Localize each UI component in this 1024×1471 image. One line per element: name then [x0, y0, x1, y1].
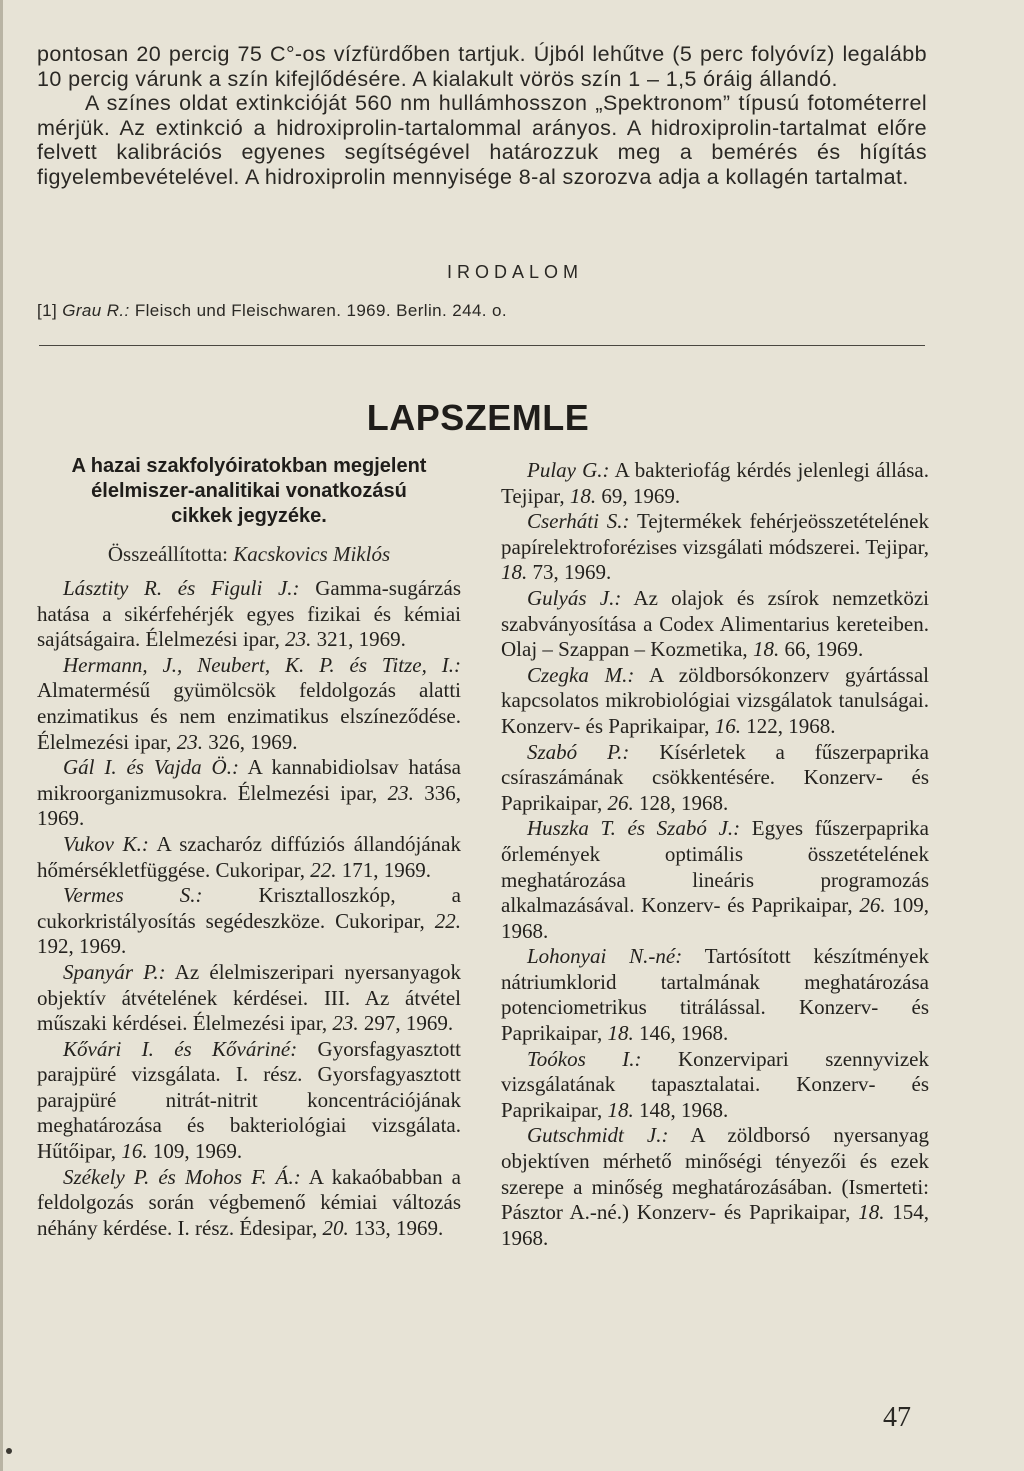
- entry-author: Gutschmidt J.:: [527, 1123, 669, 1148]
- entry-pages-year: 109, 1969.: [152, 1139, 243, 1164]
- reference-author: Grau R.:: [62, 301, 130, 320]
- entry-volume: 22.: [310, 857, 337, 882]
- entry-volume: 18.: [607, 1021, 634, 1046]
- entry-text: Almatermésű gyümölcsök feldolgozás alatti enzimatikus és nem enzimatikus elszíneződése. Élelmezési ipar,: [37, 678, 461, 754]
- divider: [39, 345, 925, 346]
- entry-author: Gulyás J.:: [527, 585, 622, 610]
- intro-paragraph: A színes oldat extinkcióját 560 nm hullámhosszon „Spektronom” típusú fotométerrel mérjük. Az extinkció a hidroxiprolin-tartalommal arányos. A hidroxiprolin-tartalmat előre felvett kalibrációs egyenes segítségével határozzuk meg a bemérés és hígítás figyelembevételével. A hidroxiprolin mennyisége 8-al szorozva adja a kollagén tartalmat.: [37, 91, 927, 189]
- entry-text: A szacharóz diffúziós állandójának hőmérsékletfüggése. Cukoripar,: [37, 831, 461, 882]
- entry-author: Kővári I. és Kőváriné:: [63, 1036, 298, 1061]
- entry-volume: 18.: [752, 637, 780, 662]
- entry-text: Kísérletek a fűszerpaprika csíraszámának csökkentésére. Konzerv- és Paprikaipar,: [501, 739, 929, 815]
- entry-pages-year: 146, 1968.: [638, 1021, 729, 1046]
- entry-volume: 26.: [607, 790, 634, 815]
- list-heading-line: A hazai szakfolyóiratokban megjelent: [71, 455, 427, 477]
- left-column: [37, 576, 461, 1241]
- page-number: 47: [883, 1402, 911, 1433]
- entry-volume: 18.: [569, 483, 597, 508]
- entry-pages-year: 154, 1968.: [501, 1200, 929, 1250]
- bibliography-entry: [501, 816, 929, 944]
- entry-author: Pulay G.:: [527, 458, 610, 482]
- entry-author: Székely P. és Mohos F. Á.:: [63, 1164, 301, 1189]
- entry-author: Cserháti S.:: [527, 509, 630, 534]
- list-heading: [37, 454, 461, 529]
- entry-pages-year: 109, 1968.: [501, 893, 930, 943]
- compiled-by-name: Kacskovics Miklós: [233, 542, 391, 566]
- bibliography-entry: [501, 1047, 929, 1124]
- entry-author: Lohonyai N.-né:: [527, 944, 683, 969]
- entry-volume: 23.: [332, 1011, 359, 1036]
- compiled-by: [37, 542, 461, 567]
- entry-author: Vukov K.:: [63, 831, 149, 856]
- entry-text: Tartósított készítmények nátriumklorid tartalmának meghatározása potenciometrikus titrálással. Konzerv- és Paprikaipar,: [501, 944, 929, 1046]
- entry-pages-year: 321, 1969.: [316, 627, 406, 652]
- entry-text: Gamma-sugárzás hatása a sikérfehérjék egyes fizikai és kémiai sajátságaira. Élelmezési ipar,: [37, 576, 461, 652]
- entry-pages-year: 171, 1969.: [341, 857, 431, 882]
- entry-volume: 22.: [434, 908, 462, 933]
- entry-author: Spanyár P.:: [63, 959, 166, 984]
- bibliography-entry: [37, 1037, 461, 1165]
- bibliography-entry: [501, 586, 929, 663]
- intro-text: [37, 42, 927, 189]
- bibliography-entry: [501, 740, 929, 817]
- entry-volume: 23.: [387, 780, 414, 805]
- entry-pages-year: 133, 1969.: [353, 1215, 444, 1240]
- reference-number: [1]: [37, 301, 58, 320]
- entry-volume: 18.: [501, 560, 528, 585]
- entry-text: Tejtermékek fehérjeösszetételének papírelektroforézises vizsgálati módszerei. Tejipar,: [501, 509, 929, 559]
- entry-text: A kannabidiolsav hatása mikroorganizmusokra. Élelmezési ipar,: [37, 755, 461, 805]
- bibliography-entry: [501, 458, 929, 509]
- entry-author: Czegka M.:: [527, 662, 635, 687]
- entry-pages-year: 336, 1969.: [37, 780, 461, 831]
- list-heading-line: élelmiszer-analitikai vonatkozású: [91, 480, 407, 502]
- entry-pages-year: 69, 1969.: [601, 483, 681, 508]
- entry-pages-year: 192, 1969.: [37, 934, 127, 959]
- compiled-by-label: Összeállította:: [107, 542, 228, 566]
- entry-text: Az élelmiszeripari nyersanyagok objektív átvételének kérdései. III. Az átvétel műszaki kérdései. Élelmezési ipar,: [37, 959, 462, 1036]
- entry-pages-year: 326, 1969.: [208, 729, 298, 754]
- intro-paragraph: pontosan 20 percig 75 C°-os vízfürdőben tartjuk. Újból lehűtve (5 perc folyóvíz) legalább 10 percig várunk a szín kifejlődésére. A kialakult vörös szín 1 – 1,5 óráig állandó.: [37, 42, 927, 91]
- entry-author: Gál I. és Vajda Ö.:: [63, 755, 239, 780]
- bibliography-entry: [501, 1123, 929, 1251]
- entry-text: A kakaóbabban a feldolgozás során végbemenő kémiai változás néhány kérdése. I. rész. Édesipar,: [37, 1164, 461, 1240]
- entry-pages-year: 122, 1968.: [746, 713, 836, 738]
- entry-volume: 16.: [714, 713, 741, 738]
- bibliography-entry: [37, 653, 461, 755]
- references-title: IRODALOM: [446, 262, 583, 282]
- entry-pages-year: 128, 1968.: [638, 790, 729, 815]
- entry-text: Krisztalloszkóp, a cukorkristályosítás segédeszköze. Cukoripar,: [37, 883, 461, 933]
- entry-pages-year: 148, 1968.: [638, 1097, 729, 1122]
- entry-pages-year: 73, 1969.: [532, 560, 612, 585]
- entry-author: Lásztity R. és Figuli J.:: [63, 576, 300, 600]
- bibliography-entry: [37, 832, 461, 883]
- entry-volume: 16.: [121, 1139, 148, 1164]
- entry-author: Hermann, J., Neubert, K. P. és Titze, I.:: [63, 652, 461, 677]
- reference-text: Fleisch und Fleischwaren. 1969. Berlin. 244. o.: [134, 301, 508, 320]
- bibliography-entry: [501, 944, 929, 1046]
- entry-text: A bakteriofág kérdés jelenlegi állása. Tejipar,: [501, 458, 929, 508]
- bibliography-entry: [37, 883, 461, 960]
- print-speck: [6, 1448, 12, 1454]
- entry-text: Az olajok és zsírok nemzetközi szabványosítása a Codex Alimentarius kereteiben. Olaj – Szappan – Kozmetika,: [501, 585, 930, 662]
- bibliography-entry: [37, 960, 461, 1037]
- reference-item: [37, 301, 917, 321]
- entry-text: Konzervipari szennyvizek vizsgálatának tapasztalatai. Konzerv- és Paprikaipar,: [501, 1046, 930, 1122]
- bibliography-entry: [37, 576, 461, 653]
- entry-pages-year: 66, 1969.: [784, 637, 864, 662]
- bibliography-entry: [37, 1165, 461, 1242]
- section-title: LAPSZEMLE: [366, 397, 590, 438]
- bibliography-entry: [37, 755, 461, 832]
- entry-volume: 23.: [285, 627, 312, 652]
- entry-volume: 18.: [858, 1200, 885, 1225]
- entry-author: Huszka T. és Szabó J.:: [527, 816, 741, 841]
- entry-text: Egyes fűszerpaprika őrlemények optimális összetételének meghatározása lineáris programozás alkalmazásával. Konzerv- és Paprikaipar,: [501, 816, 930, 918]
- entry-volume: 20.: [322, 1215, 349, 1240]
- entry-author: Szabó P.:: [527, 739, 630, 764]
- entry-volume: 23.: [176, 729, 203, 754]
- bibliography-entry: [501, 663, 929, 740]
- entry-author: Vermes S.:: [63, 883, 203, 908]
- entry-text: Gyorsfagyasztott parajpüré vizsgálata. I. rész. Gyorsfagyasztott parajpüré nitrát-nitrit koncentrációjának meghatározása és bakteriológiai vizsgálata. Hűtőipar,: [37, 1036, 461, 1164]
- bibliography-entry: [501, 509, 929, 586]
- entry-pages-year: 297, 1969.: [363, 1011, 454, 1036]
- entry-author: Toókos I.:: [527, 1046, 642, 1071]
- entry-text: A zöldborsó nyersanyag objektíven mérhető minőségi tényezői és ezek szerepe a minőség meghatározásában. (Ismerteti: Pásztor A.-né.) Konzerv- és Paprikaipar,: [501, 1123, 929, 1225]
- entry-volume: 26.: [859, 893, 886, 918]
- entry-volume: 18.: [607, 1097, 634, 1122]
- list-heading-line: cikkek jegyzéke.: [171, 505, 327, 527]
- right-column: [501, 458, 929, 1251]
- entry-text: A zöldborsókonzerv gyártással kapcsolatos mikrobiológiai vizsgálatok tanulságai. Konzerv- és Paprikaipar,: [501, 662, 930, 738]
